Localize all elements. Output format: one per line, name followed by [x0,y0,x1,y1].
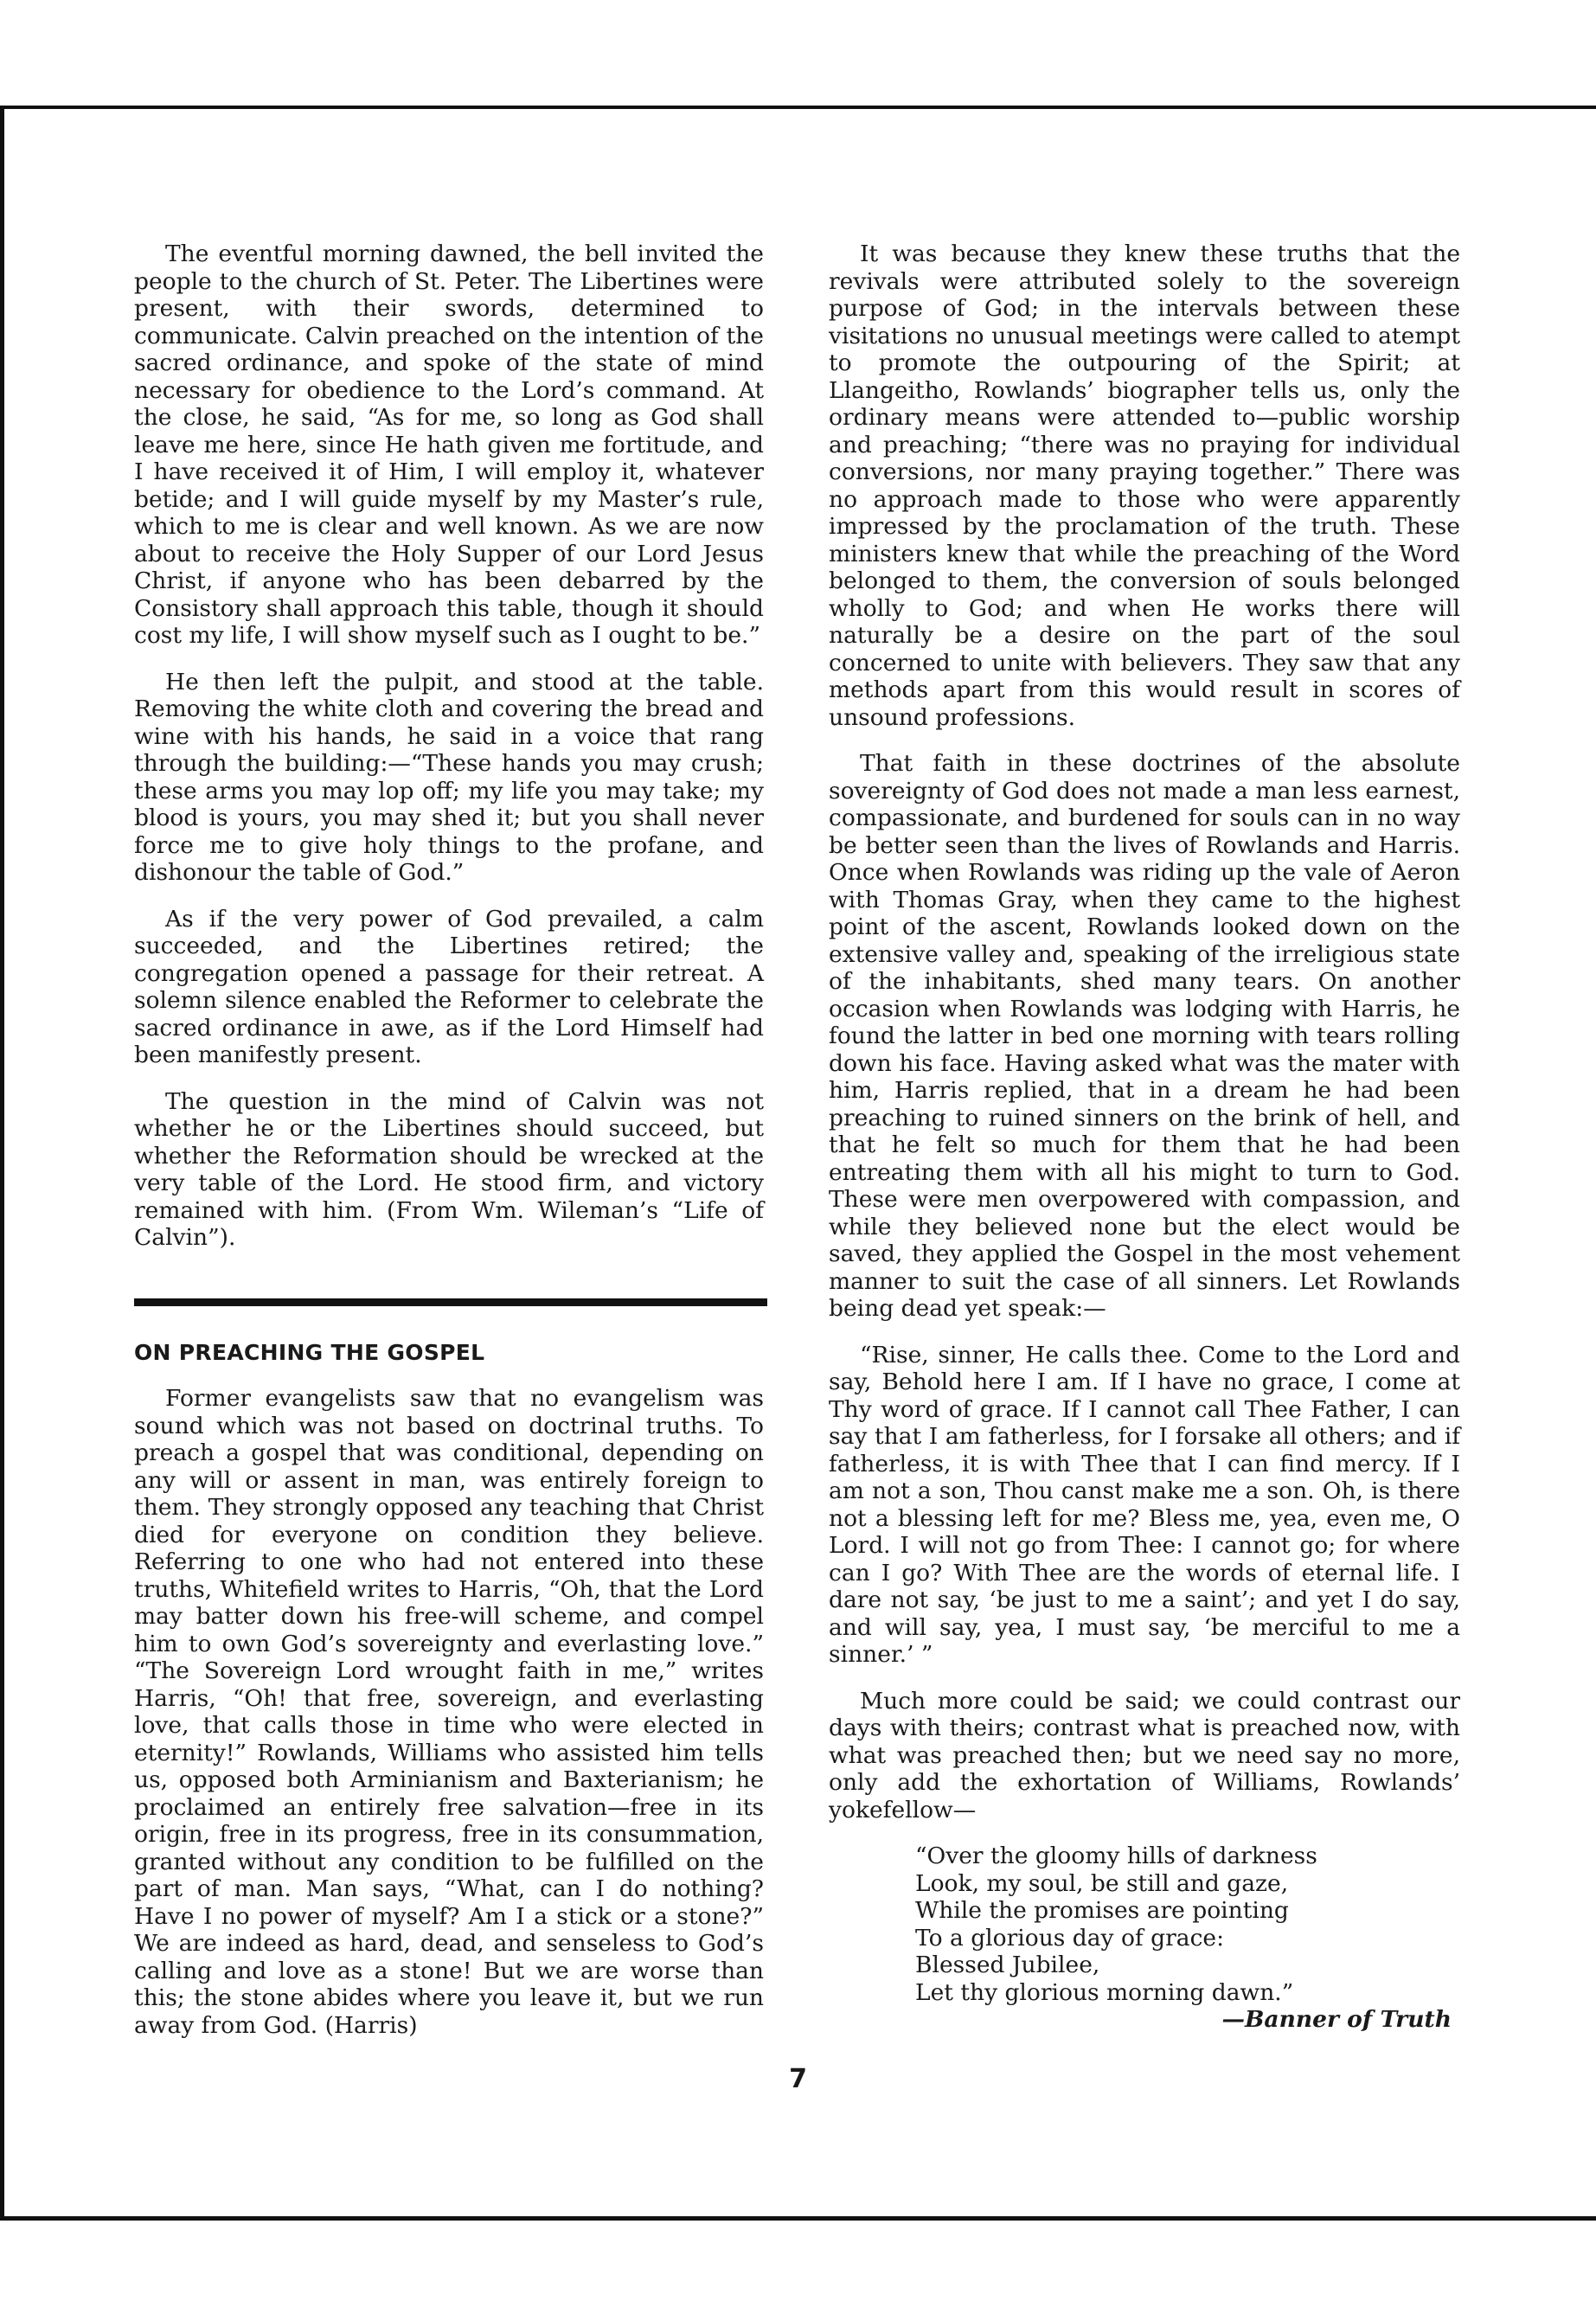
section-heading: ON PREACHING THE GOSPEL [134,1339,485,1365]
page-number: 7 [789,2064,807,2094]
section-divider [134,1298,767,1306]
paragraph: The eventful morning dawned, the bell invited the people to the church of St. Peter. The Libertines were present, with their swords, determined to communicate. Calvin preached on the intention of the sacred ordinance, and spoke of the state of mind necessary for obedience to the Lord’s command. At the close, he said, “As for me, so long as God shall leave me here, since He hath given me fortitude, and I have received it of Him, I will employ it, whatever betide; and I will guide myself by my Master’s rule, which to me is clear and well known. As we are now about to receive the Holy Supper of our Lord Jesus Christ, if anyone who has been debarred by the Consistory shall approach this table, though it should cost my life, I will show myself such as I ought to be.” [134,240,764,649]
paragraph: That faith in these doctrines of the absolute sovereignty of God does not made a man less earnest, compassionate, and burdened for souls can in no way be better seen than the lives of Rowlands and Harris. Once when Rowlands was riding up the vale of Aeron with Thomas Gray, when they came to the highest point of the ascent, Rowlands looked down on the extensive valley and, speaking of the irreligious state of the inhabitants, shed many tears. On another occasion when Rowlands was lodging with Harris, he found the latter in bed one morning with tears rolling down his face. Having asked what was the mater with him, Harris replied, that in a dream he had been preaching to ruined sinners on the brink of hell, and that he felt so much for them that he had been entreating them with all his might to turn to God. These were men overpowered with compassion, and while they believed none but the elect would be saved, they applied the Gospel in the most vehement manner to suit the case of all sinners. Let Rowlands being dead yet speak:— [829,750,1460,1322]
paragraph: The question in the mind of Calvin was not whether he or the Libertines should succeed, but whether the Reformation should be wrecked at the very table of the Lord. He stood firm, and victory remained with him. (From Wm. Wileman’s “Life of Calvin”). [134,1087,764,1251]
page-border-top [0,106,1596,109]
left-column [134,240,764,2058]
paragraph: As if the very power of God prevailed, a calm succeeded, and the Libertines retired; the congregation opened a passage for their retreat. A solemn silence enabled the Reformer to celebrate the sacred ordinance in awe, as if the Lord Himself had been manifestly present. [134,905,764,1068]
quote-paragraph: “Rise, sinner, He calls thee. Come to the Lord and say, Behold here I am. If I have no grace, I come at Thy word of grace. If I cannot call Thee Father, I can say that I am fatherless, for I forsake all others; and if fatherless, it is with Thee that I can find mercy. If I am not a son, Thou canst make me a son. Oh, is there not a blessing left for me? Bless me, yea, even me, O Lord. I will not go from Thee: I cannot go; for where can I go? With Thee are the words of eternal life. I dare not say, ‘be just to me a saint’; and yet I do say, and will say, yea, I must say, ‘be merciful to me a sinner.’ ” [829,1341,1460,1668]
page-border-bottom [0,2216,1596,2221]
poem-line: While the promises are pointing [915,1897,1289,1924]
poem [915,1843,1460,2006]
paragraph: Former evangelists saw that no evangelism was sound which was not based on doctrinal truths. To preach a gospel that was conditional, depending on any will or assent in man, was entirely foreign to them. They strongly opposed any teaching that Christ died for everyone on condition they believe. Referring to one who had not entered into these truths, Whitefield writes to Harris, “Oh, that the Lord may batter down his free-will scheme, and compel him to own God’s sovereignty and everlasting love.” “The Sovereign Lord wrought faith in me,” writes Harris, “Oh! that free, sovereign, and everlasting love, that calls those in time who were elected in eternity!” Rowlands, Williams who assisted him tells us, opposed both Arminianism and Baxterianism; he proclaimed an entirely free salvation—free in its origin, free in its progress, free in its consummation, granted without any condition to be fulfilled on the part of man. Man says, “What, can I do nothing? Have I no power of myself? Am I a stick or a stone?” We are indeed as hard, dead, and senseless to God’s calling and love as a stone! But we are worse than this; the stone abides where you leave it, but we run away from God. (Harris) [134,1385,764,2039]
right-column [829,240,1460,2034]
paragraph: It was because they knew these truths that the revivals were attributed solely to the sovereign purpose of God; in the intervals between these visitations no unusual meetings were called to atempt to promote the outpouring of the Spirit; at Llangeitho, Rowlands’ biographer tells us, only the ordinary means were attended to—public worship and preaching; “there was no praying for individual conversions, nor many praying together.” There was no approach made to those who were apparently impressed by the proclamation of the truth. These ministers knew that while the preaching of the Word belonged to them, the conversion of souls belonged wholly to God; and when He works there will naturally be a desire on the part of the soul concerned to unite with believers. They saw that any methods apart from this would result in scores of unsound professions. [829,240,1460,731]
paragraph: He then left the pulpit, and stood at the table. Removing the white cloth and covering the bread and wine with his hands, he said in a voice that rang through the building:—“These hands you may crush; these arms you may lop off; my life you may take; my blood is yours, you may shed it; but you shall never force me to give holy things to the profane, and dishonour the table of God.” [134,668,764,886]
poem-line: “Over the gloomy hills of darkness [915,1843,1317,1869]
paragraph: Much more could be said; we could contrast our days with theirs; contrast what is preached now, with what was preached then; but we need say no more, only add the exhortation of Williams, Rowlands’ yokefellow— [829,1687,1460,1823]
poem-line: To a glorious day of grace: [915,1924,1225,1952]
poem-line: Let thy glorious morning dawn.” [915,1978,1294,2006]
attribution: —Banner of Truth [1221,2006,1452,2033]
page-border-left [0,106,4,2221]
poem-line: Look, my soul, be still and gaze, [915,1869,1289,1897]
poem-line: Blessed Jubilee, [915,1952,1100,1978]
